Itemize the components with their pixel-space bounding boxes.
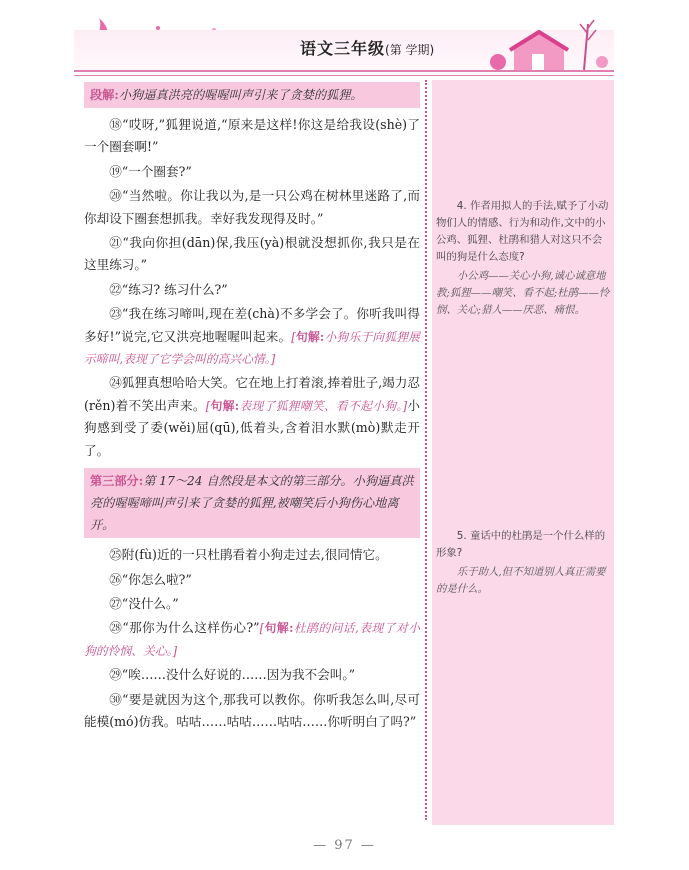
sentence-annotation: [句解:小狗乐于向狐狸展示啼叫,表现了它学会叫的高兴心情。] <box>84 329 420 367</box>
question-5 <box>432 528 614 598</box>
annotation-text: 杜鹃的问话,表现了对小狗的怜悯、关心。 <box>84 621 420 658</box>
semester-label: (第 学期) <box>385 43 435 57</box>
annotation-label: 句解 <box>295 329 320 344</box>
question-5-text: 5. 童话中的杜鹃是一个什么样的形象? <box>436 530 606 559</box>
section-summary-text: 小狗逼真洪亮的喔喔叫声引来了贪婪的狐狸。 <box>118 88 363 102</box>
paragraph-24-text-a: ㉔狐狸真想哈哈大笑。它在地上打着滚,捧着肚子,竭力忍(rěn)着不笑出声来。 <box>84 375 420 413</box>
sentence-annotation: [句解:表现了狐狸嘲笑、看不起小狗。] <box>205 398 408 413</box>
main-text-column <box>84 80 420 735</box>
page-title <box>300 36 434 59</box>
paragraph-24 <box>84 372 420 462</box>
house-decoration-icon <box>484 10 614 74</box>
page-header <box>74 10 614 74</box>
paragraph-28 <box>84 617 420 662</box>
paragraph-18: ⑱“哎呀,”狐狸说道,“原来是这样!你这是给我设(shè)了一个圈套啊!” <box>84 117 420 155</box>
paragraph-22: ㉒“练习? 练习什么?” <box>109 281 228 297</box>
annotation-text: 小狗乐于向狐狸展示啼叫,表现了它学会叫的高兴心情。 <box>84 329 420 367</box>
part-three-summary-box: 第三部分:第 17～24 自然段是本文的第三部分。小狗逼真洪亮的喔喔啼叫声引来了贪婪的狐狸,被嘲笑后小狗伤心地离开。 <box>84 468 420 538</box>
book-title: 语文三年级 <box>300 39 386 58</box>
section-summary-label: 段解 <box>90 88 115 102</box>
part-three-label: 第三部分 <box>90 474 139 489</box>
paragraph-21: ㉑“我向你担(dān)保,我压(yà)根就没想抓你,我只是在这里练习。” <box>84 235 420 273</box>
annotation-label: 句解 <box>210 398 235 413</box>
section-summary-box: 段解:小狗逼真洪亮的喔喔叫声引来了贪婪的狐狸。 <box>84 82 420 108</box>
paragraph-30: ㉚“要是就因为这个,那我可以教你。你听我怎么叫,尽可能模(mó)仿我。咕咕……咕咕……咕咕……你听明白了吗?” <box>84 691 420 729</box>
paragraph-24-text-b: 小狗感到受了委(wěi)屈(qū),低着头,含着泪水默(mò)默走开了。 <box>84 397 420 458</box>
paragraph-25: ㉕附(fù)近的一只杜鹃看着小狗走过去,很同情它。 <box>109 547 388 563</box>
annotation-text: 表现了狐狸嘲笑、看不起小狗。 <box>239 398 403 413</box>
question-5-answer: 乐于助人,但不知道别人真正需要的是什么。 <box>436 566 606 595</box>
annotation-label: 句解 <box>264 621 290 636</box>
paragraph-28-text: ㉘“那你为什么这样伤心?” <box>109 620 260 636</box>
dotted-divider <box>425 80 429 820</box>
paragraph-26: ㉖“你怎么啦?” <box>109 571 192 587</box>
question-4-text: 4. 作者用拟人的手法,赋予了小动物们人的情感、行为和动作,文中的小公鸡、狐狸、杜鹃和猎人对这只不会叫的狗是什么态度? <box>436 200 609 263</box>
paragraph-29: ㉙“唉……没什么好说的……因为我不会叫。” <box>109 667 356 683</box>
sentence-annotation: [句解:杜鹃的问话,表现了对小狗的怜悯、关心。] <box>84 621 420 658</box>
paragraph-19: ⑲“一个圈套?” <box>109 163 192 179</box>
paragraph-23-text: ㉓“我在练习啼叫,现在差(chà)不多学会了。你听我叫得多好!”说完,它又洪亮地喔喔叫起来。 <box>84 306 420 344</box>
page-number: — 97 — <box>313 838 376 853</box>
question-4 <box>432 198 614 319</box>
paragraph-20: ⑳“当然啦。你让我以为,是一只公鸡在树林里迷路了,而你却设下圈套想抓我。幸好我发现得及时。” <box>84 188 420 226</box>
part-three-text: 第 17～24 自然段是本文的第三部分。小狗逼真洪亮的喔喔啼叫声引来了贪婪的狐狸,被嘲笑后小狗伤心地离开。 <box>90 474 414 533</box>
paragraph-27: ㉗“没什么。” <box>109 595 179 611</box>
question-sidebar <box>432 80 614 825</box>
question-4-answer: 小公鸡——关心小狗,诚心诚意地教;狐狸——嘲笑、看不起;杜鹃——怜悯、关心;猎人——厌恶、痛恨。 <box>436 270 610 316</box>
paragraph-23 <box>84 303 420 370</box>
